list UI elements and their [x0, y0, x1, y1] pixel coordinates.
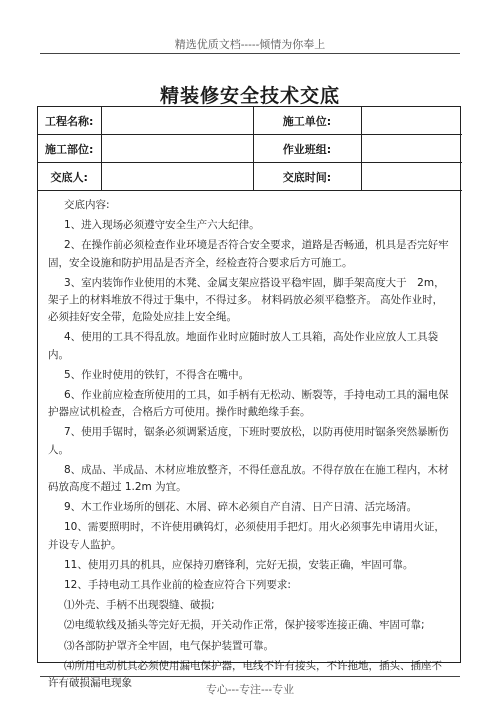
content-item: 11、使用刃具的机具，应保持刃磨锋利，完好无损，安装正确，牢固可靠。	[64, 558, 414, 571]
disclosure-time-label: 交底时间:	[253, 163, 361, 191]
construction-part-label: 施工部位:	[38, 135, 101, 163]
content-item: 6、作业前应检查所使用的工具，如手柄有无松动、断裂等，手持电动工具的漏电保护器应试机检查，合格后方可使用。操作时戴绝缘手套。	[48, 389, 449, 419]
content-item: 7、使用手锯时，锯条必须调紧适度，下班时要放松，以防再使用时锯条突然暴断伤人。	[48, 426, 449, 456]
disclosure-time-value[interactable]	[361, 163, 462, 191]
content-item: 10、需要照明时，不许使用碘钨灯，必须使用手把灯。用火必须事先申请用火证，并设专人监护。	[48, 521, 445, 551]
header-rule	[40, 53, 460, 54]
content-item: 2、在操作前必须检查作业环境是否符合安全要求，道路是否畅通，机具是否完好牢固，安全设施和防护用品是否齐全，经检查符合要求后方可施工。	[48, 239, 449, 269]
project-name-value[interactable]	[101, 107, 253, 135]
info-row	[38, 163, 462, 191]
construction-unit-value[interactable]	[361, 107, 462, 135]
content-item: 4、使用的工具不得乱放。地面作业时应随时放人工具箱，高处作业应放人工具袋内。	[48, 331, 439, 361]
work-team-value[interactable]	[361, 135, 462, 163]
content-item: 12、手持电动工具作业前的检查应符合下列要求:	[64, 579, 291, 592]
work-team-label: 作业班组:	[253, 135, 361, 163]
construction-part-value[interactable]	[101, 135, 253, 163]
discloser-value[interactable]	[101, 163, 253, 191]
discloser-label: 交底人:	[38, 163, 101, 191]
page-footer: 专心---专注---专业	[205, 683, 295, 696]
construction-unit-label: 施工单位:	[253, 107, 361, 135]
info-row	[38, 107, 462, 135]
content-item: 1、进入现场必须遵守安全生产六大纪律。	[64, 219, 260, 232]
content-item: 5、作业时使用的铁钉，不得含在嘴中。	[64, 368, 250, 381]
content-item: 8、成品、半成品、木材应堆放整齐，不得任意乱放。不得存放在在施工程内，木材码放高度不超过 1.2m 为宜。	[48, 463, 449, 494]
document-title: 精装修安全技术交底	[159, 85, 340, 107]
content-item: 3、室内装饰作业使用的木凳、金属支架应搭设平稳牢固，脚手架高度大于 2m，架子上的材料堆放不得过于集中，不得过多。 材料码放必须平稳整齐。 高处作业时，必须挂好安全带，危险处应挂上安全绳。	[48, 276, 445, 324]
page-header: 精选优质文档-----倾情为你奉上	[174, 38, 326, 51]
content-heading: 交底内容:	[64, 199, 110, 211]
footer-rule	[40, 676, 460, 677]
content-subitem: ⑴外壳、手柄不出现裂缝、破损;	[64, 599, 215, 612]
content-subitem: ⑶各部防护罩齐全牢固，电气保护装置可靠。	[64, 639, 274, 652]
disclosure-content	[38, 191, 460, 692]
content-subitem: ⑵电缆软线及插头等完好无损，开关动作正常，保护接零连接正确、牢固可靠;	[64, 619, 425, 632]
info-row	[38, 135, 462, 163]
content-item: 9、木工作业场所的刨花、木屑、碎木必须自产自清、日产日清、活完场清。	[64, 501, 418, 514]
content-subitem: ⑷所用电动机具必须使用漏电保护器，电线不许有接头，不许拖地，插头、插座不许有破损漏电现象	[48, 659, 442, 690]
project-name-label: 工程名称:	[38, 107, 101, 135]
info-table	[38, 107, 462, 191]
